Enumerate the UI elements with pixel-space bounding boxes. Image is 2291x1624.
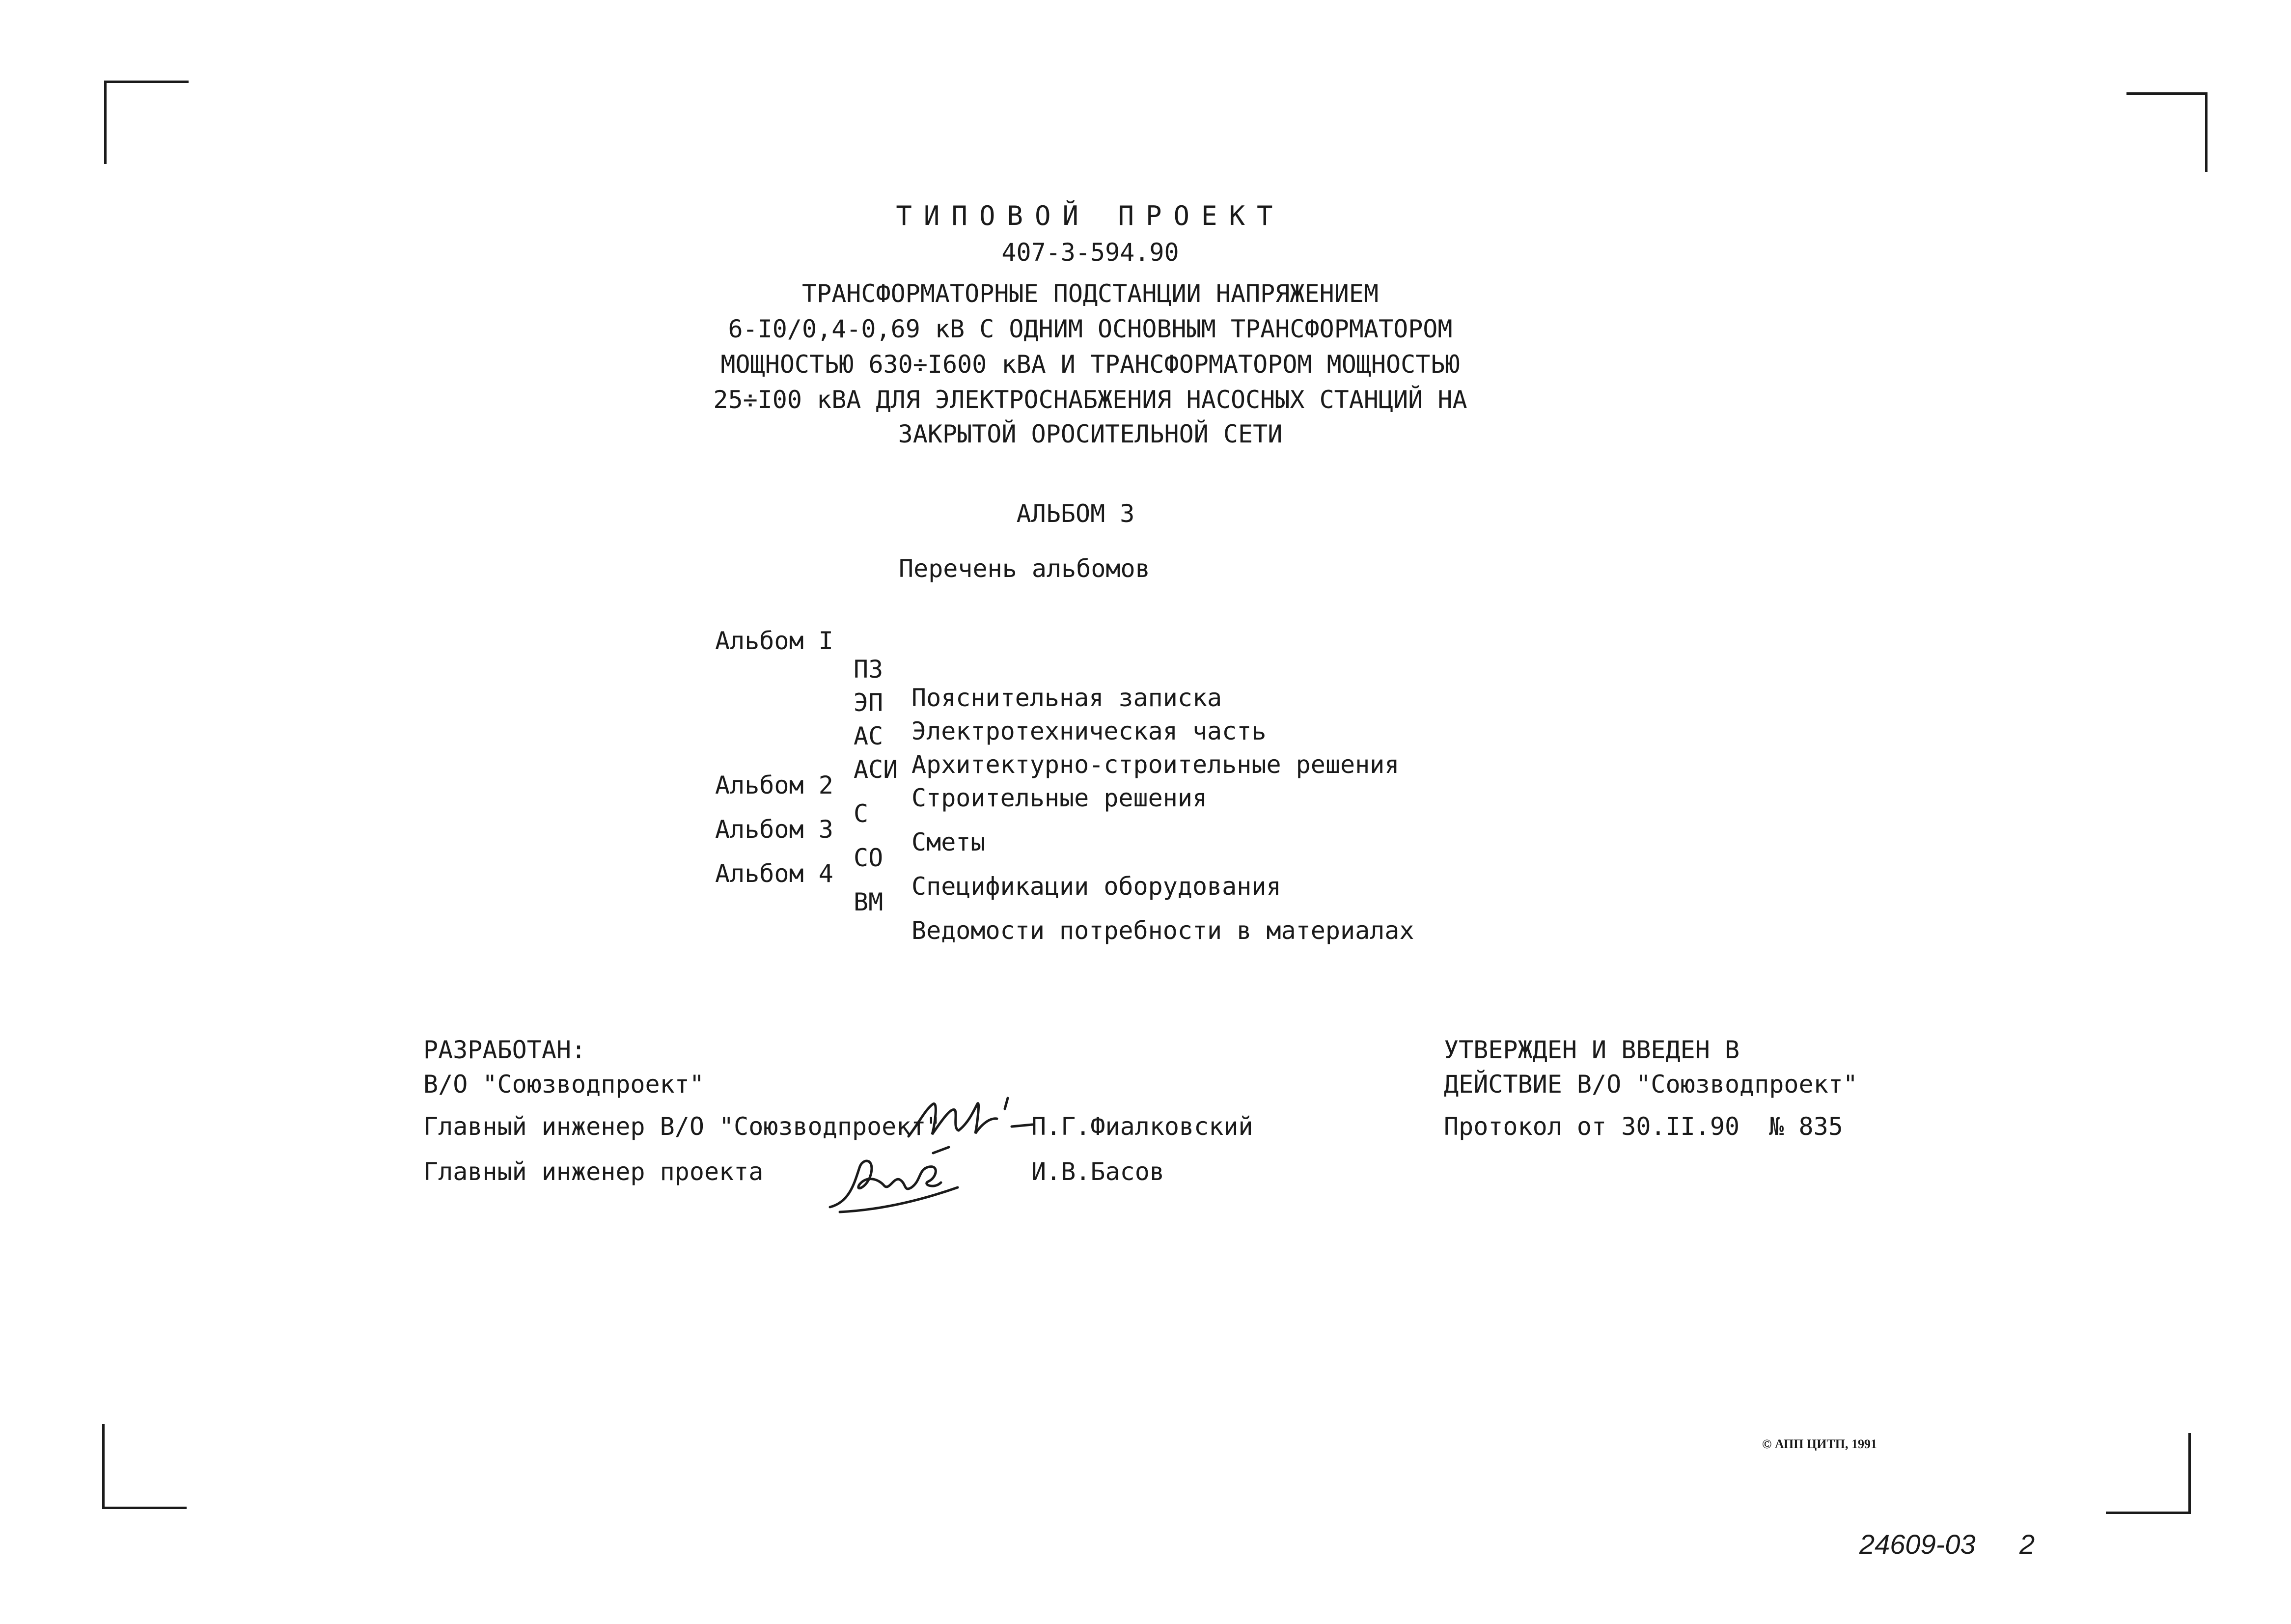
album-number: Альбом I (715, 627, 833, 655)
album-name: Ведомости потребности в материалах (911, 916, 1414, 945)
album-name: Пояснительная записка (911, 684, 1222, 712)
corner-mark-top-right-h (2126, 92, 2208, 95)
project-number: 407-3-594.90 (1001, 238, 1179, 267)
corner-mark-bottom-left-h (102, 1507, 187, 1509)
chief-engineer-label: Главный инженер В/О "Союзводпроект" (423, 1112, 941, 1141)
project-engineer-name: И.В.Басов (1031, 1157, 1164, 1186)
album-code: С (854, 799, 869, 828)
album-name: Спецификации оборудования (911, 872, 1281, 901)
album-code: АС (854, 722, 883, 750)
album-code: СО (854, 844, 883, 872)
copyright-notice: © АПП ЦИТП, 1991 (1762, 1437, 1877, 1451)
developed-organization: В/О "Союзводпроект" (423, 1070, 704, 1099)
corner-mark-top-left-h (104, 81, 189, 83)
description-line-3: МОЩНОСТЬЮ 630÷I600 кВА И ТРАНСФОРМАТОРОМ МОЩНОСТЬЮ (720, 350, 1460, 379)
corner-mark-top-right-v (2205, 92, 2208, 172)
album-name: Сметы (911, 828, 986, 856)
approved-protocol: Протокол от 30.II.90 № 835 (1444, 1112, 1843, 1141)
developed-label: РАЗРАБОТАН: (423, 1036, 586, 1064)
approved-line-2: ДЕЙСТВИЕ В/О "Союзводпроект" (1444, 1070, 1858, 1099)
description-line-4: 25÷I00 кВА ДЛЯ ЭЛЕКТРОСНАБЖЕНИЯ НАСОСНЫХ СТАНЦИЙ НА (713, 385, 1467, 414)
approved-line-1: УТВЕРЖДЕН И ВВЕДЕН В (1444, 1036, 1740, 1064)
description-line-2: 6-I0/0,4-0,69 кВ С ОДНИМ ОСНОВНЫМ ТРАНСФОРМАТОРОМ (728, 315, 1453, 343)
corner-mark-bottom-left-v (102, 1424, 105, 1509)
description-line-1: ТРАНСФОРМАТОРНЫЕ ПОДСТАНЦИИ НАПРЯЖЕНИЕМ (802, 279, 1379, 308)
project-engineer-label: Главный инженер проекта (423, 1157, 764, 1186)
album-number: Альбом 2 (715, 771, 833, 799)
document-title: ТИПОВОЙ ПРОЕКТ (896, 200, 1285, 231)
corner-mark-bottom-right-h (2106, 1512, 2190, 1514)
project-engineer-signature (820, 1138, 982, 1222)
album-code: ЭП (854, 688, 883, 717)
corner-mark-bottom-right-v (2188, 1433, 2191, 1514)
album-name: Архитектурно-строительные решения (911, 750, 1400, 779)
album-code: ВМ (854, 888, 883, 916)
album-name: Строительные решения (911, 784, 1208, 812)
album-code: ПЗ (854, 655, 883, 684)
chief-engineer-name: П.Г.Фиалковский (1031, 1112, 1253, 1141)
album-label: АЛЬБОМ 3 (1016, 499, 1135, 528)
album-number: Альбом 3 (715, 815, 833, 844)
corner-mark-top-left-v (104, 81, 107, 164)
album-name: Электротехническая часть (911, 717, 1267, 745)
sheet-code: 24609-03 (1859, 1529, 1976, 1560)
description-line-5: ЗАКРЫТОЙ ОРОСИТЕЛЬНОЙ СЕТИ (898, 420, 1283, 448)
album-number: Альбом 4 (715, 859, 833, 888)
sheet-number: 2 (2019, 1529, 2035, 1560)
album-code: АСИ (854, 755, 898, 784)
albums-list-heading: Перечень альбомов (899, 554, 1150, 583)
